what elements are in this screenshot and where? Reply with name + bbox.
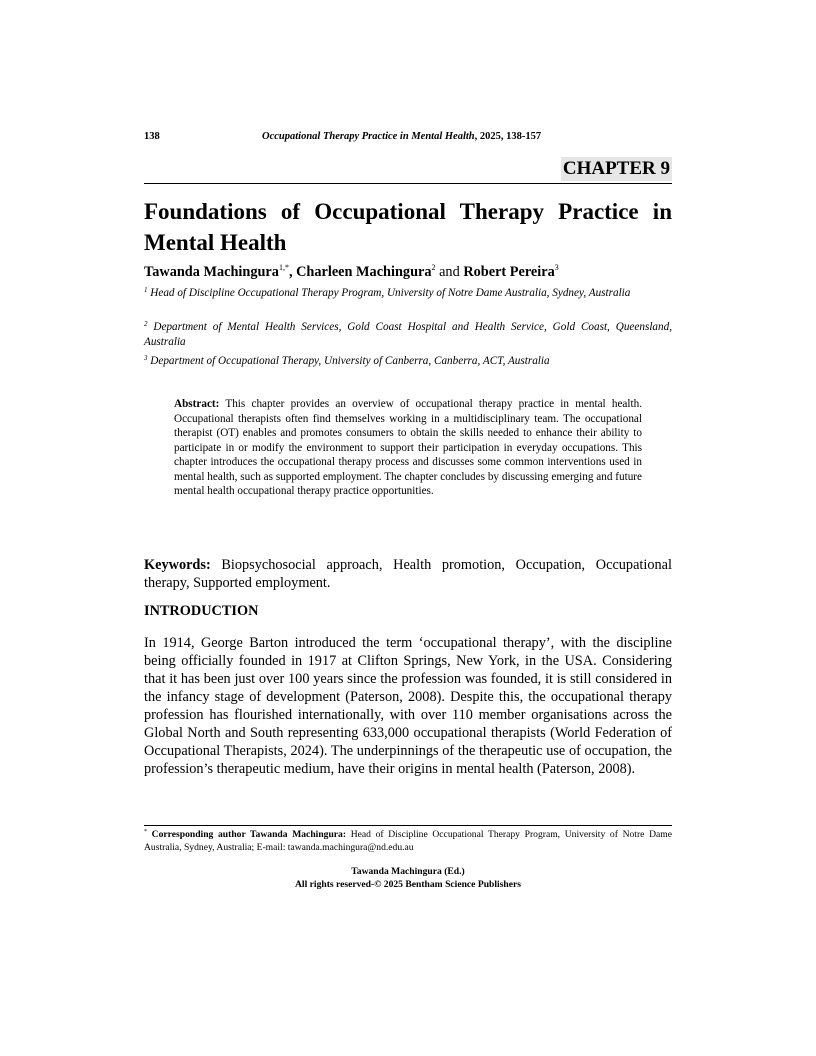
author-name: Robert Pereira [463, 264, 555, 280]
footnote-mark: * [144, 829, 147, 835]
chapter-title-line-1: Foundations of Occupational Therapy Practice in [144, 199, 672, 224]
section-body: In 1914, George Barton introduced the term ‘occupational therapy’, with the discipline being officially founded in 1917 at Clifton Springs, New York, in the USA. Considering that it has been just over 100 years since the profession was founded, it is still considered in the infancy stage of development (Paterson, 2008). Despite this, the occupational therapy profession has flourished internationally, with over 110 member organisations across the Global North and South representing 633,000 occupational therapists (World Federation of Occupational Therapists, 2024). The underpinnings of the therapeutic use of occupation, the profession’s therapeutic medium, have their origins in mental health (Paterson, 2008). [144, 635, 672, 777]
author-affiliation-mark: 2 [431, 263, 436, 272]
keywords [144, 556, 672, 592]
page-footer [144, 866, 672, 891]
affiliation-mark: 3 [144, 354, 148, 362]
journal-citation [262, 131, 541, 142]
affiliation-text: Head of Discipline Occupational Therapy Program, University of Notre Dame Australia, Sydney, Australia [150, 287, 631, 299]
author-list [144, 263, 672, 281]
author-separator: and [435, 264, 464, 280]
chapter-title [144, 196, 672, 258]
keywords-text: Biopsychosocial approach, Health promotion, Occupation, Occupational therapy, Supported employment. [144, 557, 672, 591]
affiliation [144, 286, 672, 301]
footer-editor: Tawanda Machingura (Ed.) [351, 866, 465, 877]
footnote-text: Head of Discipline Occupational Therapy Program, University of Notre Dame Australia, Sydney, Australia; E-mail: tawanda.machingura@nd.edu.au [144, 829, 672, 853]
footnote-divider [144, 825, 672, 826]
journal-details: , 2025, 138-157 [474, 131, 542, 142]
affiliation [144, 320, 672, 349]
author-separator: , [288, 264, 297, 280]
section-heading: INTRODUCTION [144, 603, 259, 619]
page-number: 138 [144, 131, 160, 142]
keywords-label: Keywords: [144, 557, 211, 573]
chapter-header [144, 157, 672, 184]
abstract [174, 397, 642, 499]
author-name: Charleen Machingura [296, 264, 432, 280]
affiliation-mark: 1 [144, 286, 148, 294]
chapter-title-line-2: Mental Health [144, 230, 287, 255]
abstract-label: Abstract: [174, 398, 220, 410]
abstract-text: This chapter provides an overview of occupational therapy practice in mental health. Occupational therapists often find themselves working in a multidisciplinary team. The occupational therapist (OT) enables and promotes consumers to obtain the skills needed to enhance their ability to participate in or modify the environment to support their participation in everyday occupations. This chapter introduces the occupational therapy process and discusses some common interventions used in mental health, such as supported employment. The chapter concludes by discussing emerging and future mental health occupational therapy practice opportunities. [174, 398, 642, 497]
affiliation [144, 354, 672, 369]
footnote [144, 829, 672, 854]
chapter-label: CHAPTER 9 [562, 158, 670, 179]
affiliation-text: Department of Occupational Therapy, University of Canberra, Canberra, ACT, Australia [150, 355, 550, 367]
affiliation-text: Department of Mental Health Services, Gold Coast Hospital and Health Service, Gold Coast, Queensland, Australia [144, 321, 672, 348]
footer-rights: All rights reserved-© 2025 Bentham Science Publishers [294, 878, 522, 890]
journal-title: Occupational Therapy Practice in Mental Health [262, 131, 475, 142]
author-affiliation-mark: 3 [554, 263, 559, 272]
affiliation-mark: 2 [144, 320, 148, 328]
author-affiliation-mark: 1,* [278, 263, 289, 272]
running-head [144, 131, 672, 147]
author-name: Tawanda Machingura [144, 264, 279, 280]
footnote-label: Corresponding author Tawanda Machingura: [151, 829, 347, 840]
